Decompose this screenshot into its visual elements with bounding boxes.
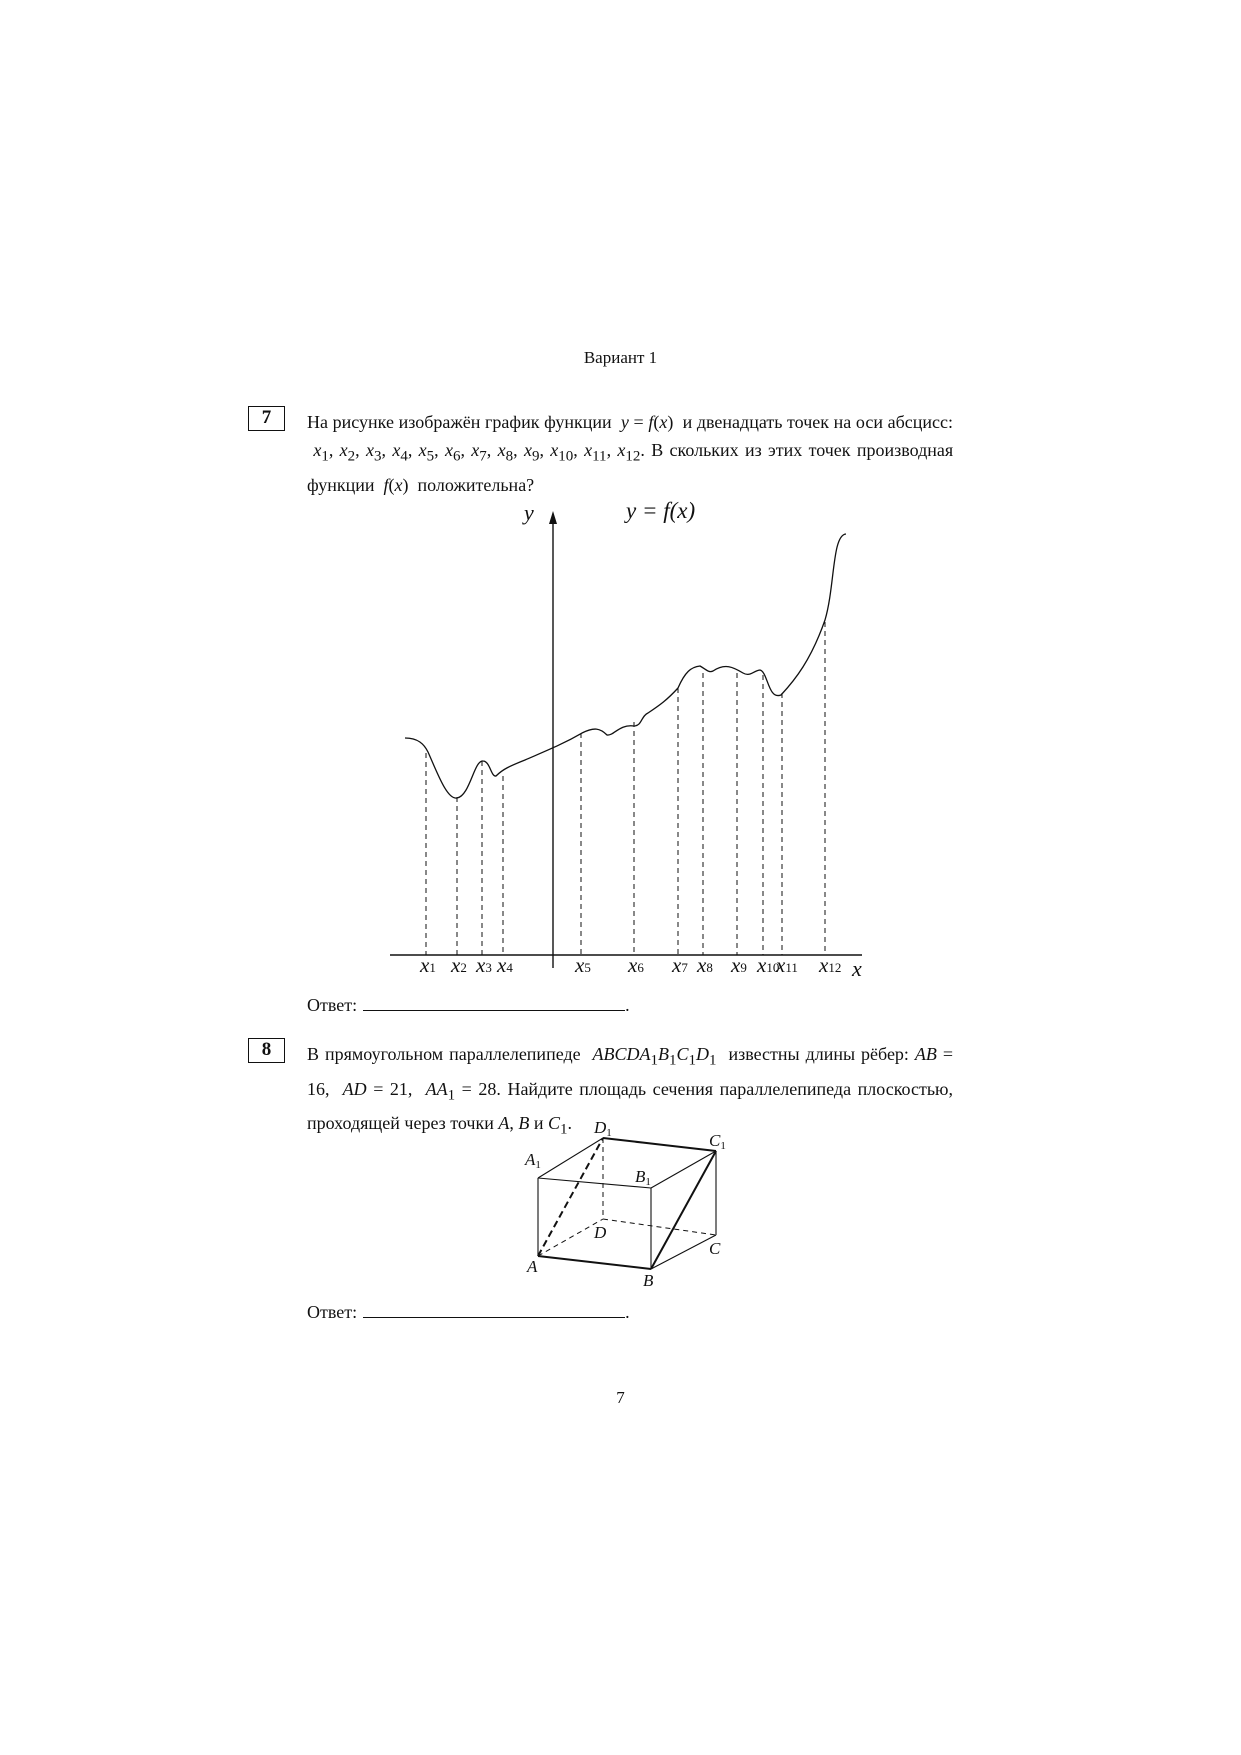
x-point-label-x8: x8 — [697, 953, 713, 977]
vertex-label-b1: B1 — [635, 1167, 651, 1188]
vertex-label-a: A — [527, 1257, 538, 1276]
y-axis-label: y — [524, 500, 534, 525]
x-axis-label: x — [852, 956, 862, 981]
x-point-label-x5: x5 — [575, 953, 591, 977]
vertex-label-c: C — [709, 1239, 721, 1258]
function-label: y = f(x) — [626, 500, 696, 523]
x-point-label-x6: x6 — [628, 953, 644, 977]
task-number-8: 8 — [248, 1038, 285, 1063]
x-point-labels — [419, 953, 841, 977]
x-point-label-x12: x12 — [819, 953, 842, 977]
x-point-label-x2: x2 — [451, 953, 467, 977]
y-axis-arrow-icon — [549, 511, 557, 524]
vertex-label-a1: A1 — [525, 1150, 541, 1171]
vertex-label-c1: C1 — [709, 1131, 726, 1152]
parallelepiped-figure — [520, 1118, 740, 1303]
vertex-label-d: D — [594, 1223, 607, 1242]
x-point-label-x4: x4 — [497, 953, 513, 977]
answer-label: Ответ: — [307, 995, 358, 1015]
task-7-answer: Ответ: . — [307, 995, 630, 1015]
vertex-label-b: B — [643, 1271, 654, 1290]
x-point-label-x11: x11 — [776, 953, 798, 977]
vertex-label-d1: D1 — [594, 1118, 612, 1139]
function-curve — [405, 534, 846, 798]
answer-label: Ответ: — [307, 1302, 358, 1322]
task-7-text: На рисунке изображён график функции y = f(x) и двенадцать точек на оси абсцисс: $x_1$, $x_2$, $x_3$, $x_4$, $x_5$, $x_6$, $x_7$, $x_8$, $x_9$, $x_{10}$, $x_{11}$, $x_{12}$. В скольких из этих точек производная функции f(x) положительна? — [307, 412, 954, 495]
x-point-label-x1: x1 — [420, 953, 436, 977]
dashed-guides — [426, 622, 825, 955]
x-point-label-x7: x7 — [672, 953, 688, 977]
x-point-label-x10: x10 — [757, 953, 780, 977]
function-graph — [380, 500, 880, 995]
page-header: Вариант 1 — [583, 348, 658, 367]
x-point-label-x9: x9 — [731, 953, 747, 977]
task-number-7: 7 — [248, 406, 285, 431]
task-8-text: В прямоугольном параллелепипеде $ABCDA_1B_1C_1D_1$ известны длины рёбер: AB = 16, AD = 21, $AA_1 = 28$. Найдите площадь сечения параллелепипеда плоскостью, проходящей через точки A, B и $C_1$. — [307, 1044, 954, 1138]
x-point-label-x3: x3 — [476, 953, 492, 977]
answer-field[interactable] — [363, 1303, 625, 1318]
answer-field[interactable] — [363, 996, 625, 1011]
task-8-answer: Ответ: . — [307, 1302, 630, 1322]
page-number: 7 — [616, 1388, 625, 1407]
